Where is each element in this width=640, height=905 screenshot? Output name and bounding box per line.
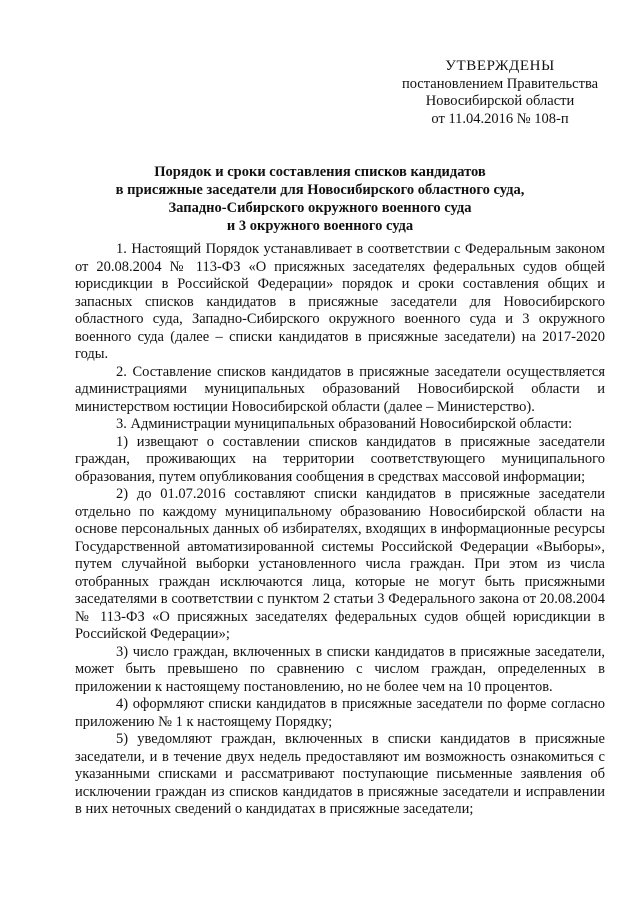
approval-line-3: от 11.04.2016 № 108-п <box>431 110 569 127</box>
paragraph-3-5: 5) уведомляют граждан, включенных в списки кандидатов в присяжные заседатели, и в течение двух недель предоставляют им возможность ознакомиться с указанными списками и рассматривают поступающие письменные заявления об исключении граждан из списков кандидатов в присяжные заседатели и исправлении в них неточных сведений о кандидатах в присяжные заседатели; <box>75 731 605 817</box>
approval-heading: УТВЕРЖДЕНЫ <box>445 58 555 74</box>
document-body <box>75 241 605 819</box>
paragraph-3-2: 2) до 01.07.2016 составляют списки кандидатов в присяжные заседатели отдельно по каждому муниципальному образованию Новосибирской области на основе персональных данных об избирателях, входящих в информационные ресурсы Государственной автоматизированной системы Российской Федерации «Выборы», путем случайной выборки установленного числа граждан. При этом из числа отобранных граждан исключаются лица, которые не могут быть присяжными заседателями в соответствии с пунктом 2 статьи 3 Федерального закона от 20.08.2004 № 113-ФЗ «О присяжных заседателях федеральных судов общей юрисдикции в Российской Федерации»; <box>75 486 605 642</box>
title-line-1: Порядок и сроки составления списков кандидатов <box>154 164 486 180</box>
title-line-3: Западно-Сибирского окружного военного суда <box>168 200 472 216</box>
paragraph-3: 3. Администрации муниципальных образований Новосибирской области: <box>116 416 573 432</box>
paragraph-2: 2. Составление списков кандидатов в присяжные заседатели осуществляется администрациями муниципальных образований Новосибирской области и министерством юстиции Новосибирской области (далее – Министерство). <box>75 363 605 415</box>
approval-line-2: Новосибирской области <box>425 93 575 109</box>
title-line-2: в присяжные заседатели для Новосибирского областного суда, <box>115 182 525 198</box>
paragraph-3-3: 3) число граждан, включенных в списки кандидатов в присяжные заседатели, может быть превышено по сравнению с числом граждан, определенных в приложении к настоящему постановлению, но не более чем на 10 процентов. <box>75 643 605 695</box>
paragraph-1: 1. Настоящий Порядок устанавливает в соответствии с Федеральным законом от 20.08.2004 № 113-ФЗ «О присяжных заседателях федеральных судов общей юрисдикции в Российской Федерации» порядок и сроки составления общих и запасных списков кандидатов в присяжные заседатели для Новосибирского областного суда, Западно-Сибирского окружного военного суда и 3 окружного военного суда (далее – списки кандидатов в присяжные заседатели) на 2017-2020 годы. <box>75 241 605 362</box>
title-line-4: и 3 окружного военного суда <box>226 218 414 234</box>
document-title <box>80 163 560 235</box>
paragraph-3-4: 4) оформляют списки кандидатов в присяжные заседатели по форме согласно приложению № 1 к настоящему Порядку; <box>75 696 605 730</box>
approval-stamp <box>380 58 620 128</box>
approval-line-1: постановлением Правительства <box>401 75 599 92</box>
paragraph-3-1: 1) извещают о составлении списков кандидатов в присяжные заседатели граждан, проживающих на территории соответствующего муниципального образования, путем опубликования сообщения в средствах массовой информации; <box>75 433 605 485</box>
